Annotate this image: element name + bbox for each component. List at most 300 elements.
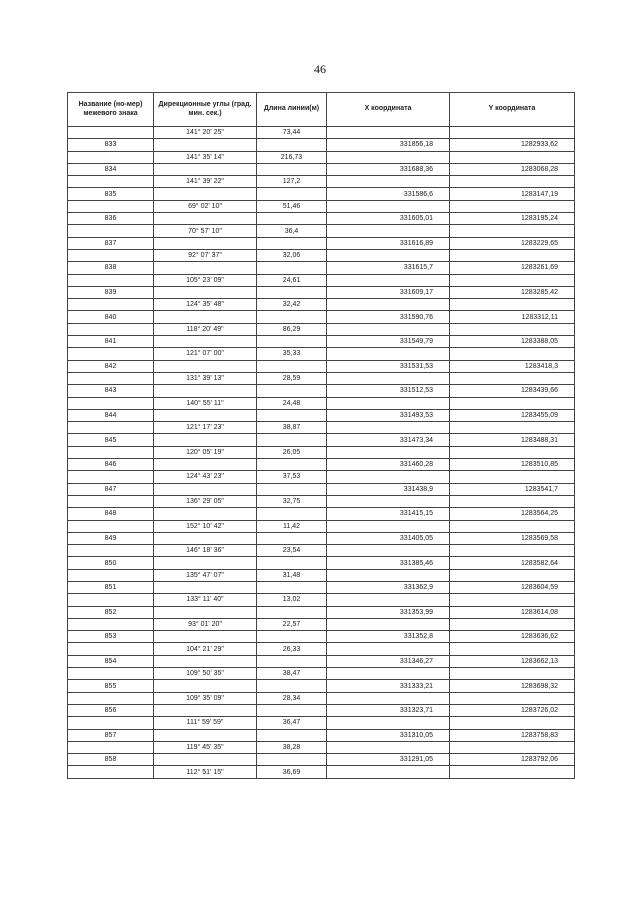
empty-cell [68, 471, 154, 483]
segment-row [68, 668, 575, 680]
point-x: 331323,71 [327, 704, 450, 716]
empty-cell [450, 717, 575, 729]
empty-cell [68, 545, 154, 557]
empty-cell [450, 176, 575, 188]
segment-length: 216,73 [257, 151, 327, 163]
point-y: 1283614,08 [450, 606, 575, 618]
empty-cell [154, 557, 257, 569]
point-x: 331616,89 [327, 237, 450, 249]
empty-cell [450, 422, 575, 434]
empty-cell [450, 323, 575, 335]
empty-cell [327, 520, 450, 532]
point-name: 858 [68, 754, 154, 766]
point-y: 1283541,7 [450, 483, 575, 495]
point-x: 331405,05 [327, 532, 450, 544]
empty-cell [450, 569, 575, 581]
empty-cell [154, 704, 257, 716]
point-name: 851 [68, 581, 154, 593]
point-name: 846 [68, 459, 154, 471]
empty-cell [154, 385, 257, 397]
point-name: 839 [68, 286, 154, 298]
point-row [68, 631, 575, 643]
empty-cell [154, 581, 257, 593]
segment-angle: 92° 07' 37" [154, 249, 257, 261]
empty-cell [68, 372, 154, 384]
empty-cell [257, 704, 327, 716]
segment-row [68, 348, 575, 360]
segment-angle: 121° 17' 23" [154, 422, 257, 434]
segment-angle: 141° 39' 22" [154, 176, 257, 188]
table-body [68, 127, 575, 779]
point-name: 838 [68, 262, 154, 274]
empty-cell [68, 151, 154, 163]
empty-cell [257, 532, 327, 544]
segment-length: 24,48 [257, 397, 327, 409]
empty-cell [154, 163, 257, 175]
empty-cell [154, 532, 257, 544]
empty-cell [154, 409, 257, 421]
empty-cell [257, 459, 327, 471]
point-y: 1283510,85 [450, 459, 575, 471]
empty-cell [68, 176, 154, 188]
segment-angle: 124° 43' 23" [154, 471, 257, 483]
empty-cell [154, 508, 257, 520]
segment-length: 26,05 [257, 446, 327, 458]
point-row [68, 532, 575, 544]
empty-cell [68, 643, 154, 655]
empty-cell [327, 594, 450, 606]
segment-length: 127,2 [257, 176, 327, 188]
point-y: 1283569,58 [450, 532, 575, 544]
empty-cell [257, 336, 327, 348]
segment-length: 24,61 [257, 274, 327, 286]
segment-row [68, 545, 575, 557]
point-name: 843 [68, 385, 154, 397]
segment-angle: 109° 50' 35" [154, 668, 257, 680]
empty-cell [68, 569, 154, 581]
empty-cell [257, 581, 327, 593]
point-y: 1283229,65 [450, 237, 575, 249]
segment-row [68, 299, 575, 311]
segment-angle: 118° 20' 49" [154, 323, 257, 335]
segment-length: 28,34 [257, 692, 327, 704]
segment-row [68, 520, 575, 532]
empty-cell [450, 520, 575, 532]
point-y: 1283726,02 [450, 704, 575, 716]
point-x: 331549,79 [327, 336, 450, 348]
empty-cell [154, 213, 257, 225]
empty-cell [450, 127, 575, 139]
point-x: 331362,9 [327, 581, 450, 593]
empty-cell [450, 495, 575, 507]
point-x: 331688,36 [327, 163, 450, 175]
empty-cell [450, 618, 575, 630]
segment-row [68, 249, 575, 261]
empty-cell [257, 508, 327, 520]
empty-cell [68, 717, 154, 729]
empty-cell [154, 139, 257, 151]
point-row [68, 655, 575, 667]
empty-cell [327, 176, 450, 188]
empty-cell [257, 188, 327, 200]
point-row [68, 409, 575, 421]
empty-cell [450, 151, 575, 163]
segment-row [68, 397, 575, 409]
empty-cell [257, 557, 327, 569]
empty-cell [68, 348, 154, 360]
point-y: 1283195,24 [450, 213, 575, 225]
empty-cell [154, 631, 257, 643]
empty-cell [257, 631, 327, 643]
empty-cell [450, 594, 575, 606]
point-row [68, 508, 575, 520]
point-y: 1283662,13 [450, 655, 575, 667]
point-name: 856 [68, 704, 154, 716]
segment-angle: 121° 07' 00" [154, 348, 257, 360]
segment-length: 28,59 [257, 372, 327, 384]
segment-length: 51,46 [257, 200, 327, 212]
empty-cell [450, 471, 575, 483]
empty-cell [154, 655, 257, 667]
point-y: 1283604,59 [450, 581, 575, 593]
empty-cell [327, 741, 450, 753]
empty-cell [154, 606, 257, 618]
segment-row [68, 766, 575, 778]
segment-row [68, 225, 575, 237]
empty-cell [450, 545, 575, 557]
point-y: 1283439,66 [450, 385, 575, 397]
column-header-angle: Дирекционные углы (град. мин. сек.) [154, 93, 257, 127]
empty-cell [257, 385, 327, 397]
segment-length: 31,48 [257, 569, 327, 581]
point-row [68, 754, 575, 766]
empty-cell [450, 692, 575, 704]
segment-length: 35,33 [257, 348, 327, 360]
segment-row [68, 495, 575, 507]
segment-row [68, 471, 575, 483]
empty-cell [68, 249, 154, 261]
point-y: 1283068,28 [450, 163, 575, 175]
point-x: 331438,9 [327, 483, 450, 495]
point-y: 1283564,25 [450, 508, 575, 520]
point-name: 848 [68, 508, 154, 520]
empty-cell [154, 754, 257, 766]
segment-row [68, 176, 575, 188]
empty-cell [450, 643, 575, 655]
empty-cell [327, 471, 450, 483]
point-x: 331352,8 [327, 631, 450, 643]
empty-cell [327, 422, 450, 434]
empty-cell [327, 643, 450, 655]
point-name: 834 [68, 163, 154, 175]
empty-cell [327, 692, 450, 704]
segment-row [68, 643, 575, 655]
point-row [68, 557, 575, 569]
segment-angle: 131° 39' 13" [154, 372, 257, 384]
empty-cell [327, 397, 450, 409]
point-row [68, 237, 575, 249]
segment-row [68, 151, 575, 163]
empty-cell [327, 766, 450, 778]
segment-row [68, 618, 575, 630]
empty-cell [327, 299, 450, 311]
segment-length: 32,06 [257, 249, 327, 261]
point-y: 1283261,69 [450, 262, 575, 274]
segment-row [68, 446, 575, 458]
empty-cell [154, 434, 257, 446]
table-header-row [68, 93, 575, 127]
empty-cell [68, 127, 154, 139]
point-row [68, 311, 575, 323]
empty-cell [257, 434, 327, 446]
point-row [68, 163, 575, 175]
empty-cell [154, 286, 257, 298]
point-y: 1283758,83 [450, 729, 575, 741]
empty-cell [257, 680, 327, 692]
point-name: 844 [68, 409, 154, 421]
point-name: 845 [68, 434, 154, 446]
segment-angle: 152° 10' 42" [154, 520, 257, 532]
segment-length: 13,02 [257, 594, 327, 606]
segment-length: 86,29 [257, 323, 327, 335]
point-name: 852 [68, 606, 154, 618]
point-x: 331615,7 [327, 262, 450, 274]
empty-cell [154, 680, 257, 692]
point-row [68, 606, 575, 618]
empty-cell [68, 594, 154, 606]
point-row [68, 213, 575, 225]
point-row [68, 262, 575, 274]
empty-cell [257, 483, 327, 495]
point-row [68, 286, 575, 298]
segment-length: 38,28 [257, 741, 327, 753]
empty-cell [327, 127, 450, 139]
segment-angle: 140° 55' 11" [154, 397, 257, 409]
empty-cell [68, 397, 154, 409]
empty-cell [450, 299, 575, 311]
empty-cell [327, 446, 450, 458]
empty-cell [257, 163, 327, 175]
segment-angle: 141° 35' 14" [154, 151, 257, 163]
point-row [68, 581, 575, 593]
segment-length: 36,4 [257, 225, 327, 237]
point-name: 853 [68, 631, 154, 643]
empty-cell [327, 372, 450, 384]
segment-row [68, 200, 575, 212]
point-name: 857 [68, 729, 154, 741]
empty-cell [154, 336, 257, 348]
empty-cell [257, 286, 327, 298]
segment-length: 22,57 [257, 618, 327, 630]
segment-angle: 136° 29' 05" [154, 495, 257, 507]
segment-angle: 135° 47' 07" [154, 569, 257, 581]
segment-length: 11,42 [257, 520, 327, 532]
point-y: 1283582,64 [450, 557, 575, 569]
empty-cell [450, 741, 575, 753]
empty-cell [68, 422, 154, 434]
empty-cell [327, 200, 450, 212]
empty-cell [450, 766, 575, 778]
empty-cell [450, 668, 575, 680]
empty-cell [327, 151, 450, 163]
segment-row [68, 323, 575, 335]
segment-angle: 69° 02' 10" [154, 200, 257, 212]
segment-angle: 119° 45' 35" [154, 741, 257, 753]
empty-cell [327, 569, 450, 581]
empty-cell [327, 668, 450, 680]
point-name: 837 [68, 237, 154, 249]
point-row [68, 434, 575, 446]
empty-cell [450, 372, 575, 384]
empty-cell [450, 249, 575, 261]
empty-cell [154, 262, 257, 274]
segment-angle: 133° 11' 40" [154, 594, 257, 606]
empty-cell [257, 262, 327, 274]
point-y: 1283418,3 [450, 360, 575, 372]
segment-row [68, 569, 575, 581]
empty-cell [68, 274, 154, 286]
segment-length: 32,42 [257, 299, 327, 311]
empty-cell [327, 323, 450, 335]
empty-cell [68, 520, 154, 532]
empty-cell [450, 200, 575, 212]
empty-cell [257, 655, 327, 667]
empty-cell [257, 409, 327, 421]
empty-cell [450, 397, 575, 409]
point-row [68, 385, 575, 397]
page-number: 46 [314, 62, 326, 76]
segment-length: 36,47 [257, 717, 327, 729]
point-row [68, 680, 575, 692]
point-x: 331353,99 [327, 606, 450, 618]
point-y: 1283488,31 [450, 434, 575, 446]
segment-row [68, 594, 575, 606]
segment-length: 23,54 [257, 545, 327, 557]
empty-cell [450, 348, 575, 360]
empty-cell [154, 237, 257, 249]
empty-cell [154, 311, 257, 323]
point-y: 1283388,05 [450, 336, 575, 348]
empty-cell [68, 766, 154, 778]
point-x: 331531,53 [327, 360, 450, 372]
empty-cell [154, 483, 257, 495]
point-row [68, 704, 575, 716]
empty-cell [257, 729, 327, 741]
point-name: 842 [68, 360, 154, 372]
empty-cell [257, 139, 327, 151]
segment-angle: 141° 20' 25" [154, 127, 257, 139]
empty-cell [257, 360, 327, 372]
point-y: 1283285,42 [450, 286, 575, 298]
empty-cell [257, 237, 327, 249]
segment-angle: 124° 35' 48" [154, 299, 257, 311]
empty-cell [257, 311, 327, 323]
segment-angle: 146° 18' 36" [154, 545, 257, 557]
segment-row [68, 274, 575, 286]
empty-cell [68, 495, 154, 507]
point-x: 331310,05 [327, 729, 450, 741]
empty-cell [327, 225, 450, 237]
point-row [68, 483, 575, 495]
empty-cell [257, 213, 327, 225]
empty-cell [154, 360, 257, 372]
point-name: 836 [68, 213, 154, 225]
segment-length: 32,75 [257, 495, 327, 507]
point-row [68, 360, 575, 372]
point-y: 1282933,62 [450, 139, 575, 151]
point-x: 331512,53 [327, 385, 450, 397]
point-y: 1283455,09 [450, 409, 575, 421]
point-name: 854 [68, 655, 154, 667]
point-x: 331609,17 [327, 286, 450, 298]
empty-cell [154, 459, 257, 471]
boundary-marks-table [67, 92, 574, 779]
empty-cell [68, 741, 154, 753]
empty-cell [257, 754, 327, 766]
point-x: 331346,27 [327, 655, 450, 667]
segment-angle: 104° 21' 29" [154, 643, 257, 655]
point-x: 331493,53 [327, 409, 450, 421]
point-name: 835 [68, 188, 154, 200]
point-x: 331385,46 [327, 557, 450, 569]
segment-row [68, 717, 575, 729]
point-name: 841 [68, 336, 154, 348]
empty-cell [327, 717, 450, 729]
point-row [68, 729, 575, 741]
empty-cell [450, 225, 575, 237]
segment-angle: 105° 23' 09" [154, 274, 257, 286]
point-y: 1283698,32 [450, 680, 575, 692]
segment-angle: 112° 51' 15" [154, 766, 257, 778]
segment-angle: 109° 35' 09" [154, 692, 257, 704]
point-row [68, 336, 575, 348]
point-x: 331856,18 [327, 139, 450, 151]
segment-angle: 70° 57' 10" [154, 225, 257, 237]
segment-length: 36,69 [257, 766, 327, 778]
empty-cell [327, 348, 450, 360]
empty-cell [68, 692, 154, 704]
point-name: 847 [68, 483, 154, 495]
empty-cell [68, 299, 154, 311]
column-header-x: X координата [327, 93, 450, 127]
segment-length: 38,47 [257, 668, 327, 680]
segment-length: 73,44 [257, 127, 327, 139]
empty-cell [68, 618, 154, 630]
empty-cell [327, 274, 450, 286]
empty-cell [154, 729, 257, 741]
point-y: 1283312,11 [450, 311, 575, 323]
empty-cell [450, 274, 575, 286]
empty-cell [68, 668, 154, 680]
column-header-y: Y координата [450, 93, 575, 127]
empty-cell [68, 323, 154, 335]
segment-length: 37,53 [257, 471, 327, 483]
empty-cell [68, 200, 154, 212]
empty-cell [68, 446, 154, 458]
point-row [68, 459, 575, 471]
point-name: 849 [68, 532, 154, 544]
segment-length: 26,33 [257, 643, 327, 655]
segment-length: 38,87 [257, 422, 327, 434]
column-header-name: Название (но-мер) межевого знака [68, 93, 154, 127]
segment-row [68, 692, 575, 704]
point-y: 1283792,06 [450, 754, 575, 766]
point-x: 331460,28 [327, 459, 450, 471]
point-row [68, 139, 575, 151]
segment-angle: 120° 05' 19" [154, 446, 257, 458]
empty-cell [154, 188, 257, 200]
point-row [68, 188, 575, 200]
